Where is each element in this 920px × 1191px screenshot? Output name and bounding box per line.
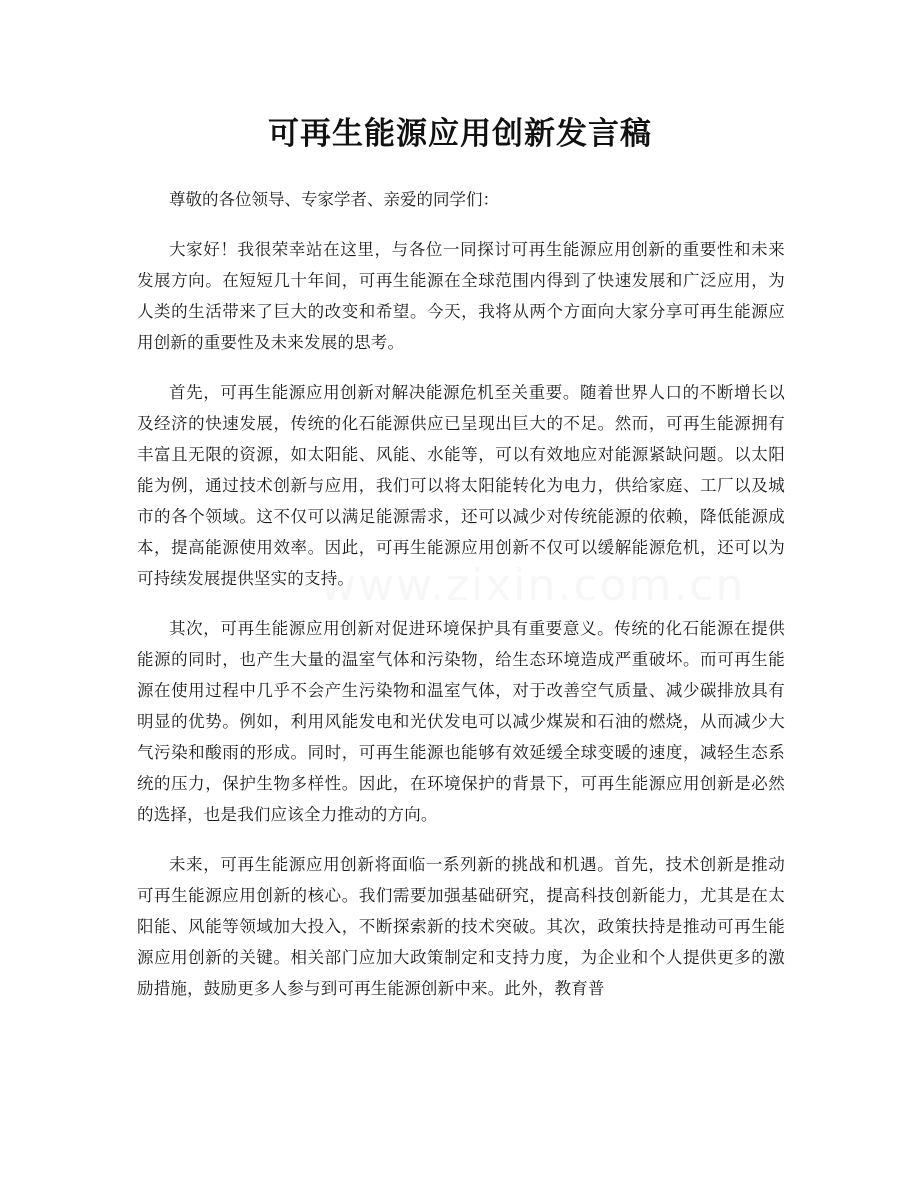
paragraph-intro: 大家好！我很荣幸站在这里，与各位一同探讨可再生能源应用创新的重要性和未来发展方向。在短短几十年间，可再生能源在全球范围内得到了快速发展和广泛应用，为人类的生活带来了巨大的改变和希望。今天，我将从两个方面向大家分享可再生能源应用创新的重要性及未来发展的思考。	[137, 240, 785, 352]
paragraph-energy-crisis: 首先，可再生能源应用创新对解决能源危机至关重要。随着世界人口的不断增长以及经济的快速发展，传统的化石能源供应已呈现出巨大的不足。然而，可再生能源拥有丰富且无限的资源，如太阳能、风能、水能等，可以有效地应对能源紧缺问题。以太阳能为例，通过技术创新与应用，我们可以将太阳能转化为电力，供给家庭、工厂以及城市的各个领域。这不仅可以满足能源需求，还可以减少对传统能源的依赖，降低能源成本，提高能源使用效率。因此，可再生能源应用创新不仅可以缓解能源危机，还可以为可持续发展提供坚实的支持。	[137, 383, 785, 588]
document-title: 可再生能源应用创新发言稿	[268, 116, 652, 152]
watermark: www.zixin.com.cn	[320, 560, 746, 611]
paragraph-environment: 其次，可再生能源应用创新对促进环境保护具有重要意义。传统的化石能源在提供能源的同时，也产生大量的温室气体和污染物，给生态环境造成严重破坏。而可再生能源在使用过程中几乎不会产生污染物和温室气体，对于改善空气质量、减少碳排放具有明显的优势。例如，利用风能发电和光伏发电可以减少煤炭和石油的燃烧，从而减少大气污染和酸雨的形成。同时，可再生能源也能够有效延缓全球变暖的速度，减轻生态系统的压力，保护生物多样性。因此，在环境保护的背景下，可再生能源应用创新是必然的选择，也是我们应该全力推动的方向。	[137, 619, 785, 824]
document-body	[137, 184, 785, 1023]
paragraph-future: 未来，可再生能源应用创新将面临一系列新的挑战和机遇。首先，技术创新是推动可再生能源应用创新的核心。我们需要加强基础研究，提高科技创新能力，尤其是在太阳能、风能等领域加大投入，不断探索新的技术突破。其次，政策扶持是推动可再生能源应用创新的关键。相关部门应加大政策制定和支持力度，为企业和个人提供更多的激励措施，鼓励更多人参与到可再生能源创新中来。此外，教育普	[137, 855, 785, 998]
greeting: 尊敬的各位领导、专家学者、亲爱的同学们：	[169, 190, 499, 209]
